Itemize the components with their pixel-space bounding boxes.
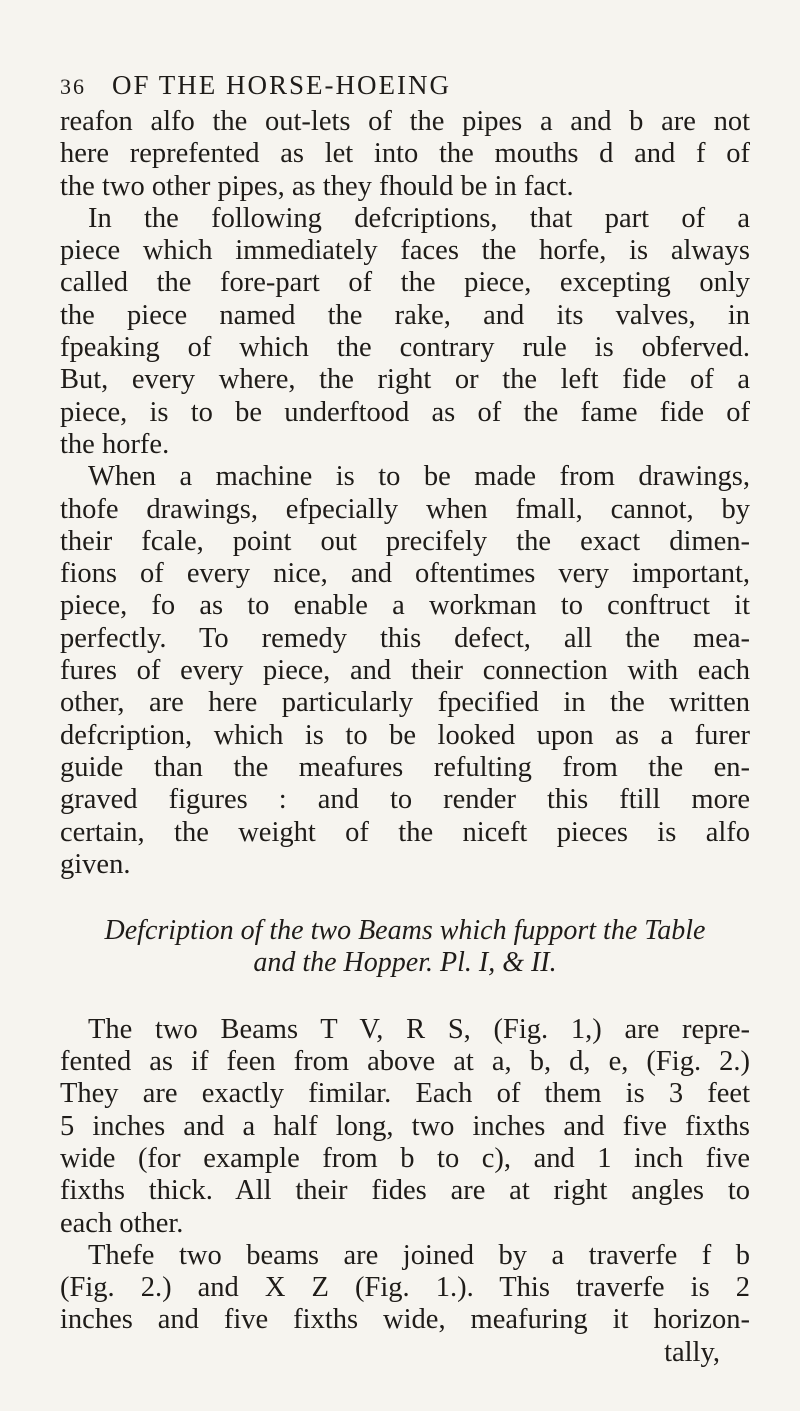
book-page [60,70,750,1369]
text-line: each other. [60,1207,184,1239]
text-line: guide than the meafures refulting from the en- [60,751,750,783]
text-line: the piece named the rake, and its valves, in [60,299,750,331]
paragraph [60,106,750,203]
paragraph [60,461,750,881]
text-line: thofe drawings, efpecially when fmall, cannot, by [60,493,750,525]
running-head [60,70,750,104]
paragraph [60,1240,750,1337]
text-line: But, every where, the right or the left fide of a [60,364,750,396]
text-line: the two other pipes, as they fhould be in fact. [60,170,574,202]
paragraph [60,203,750,461]
catchword: tally, [664,1336,720,1368]
text-line: called the fore-part of the piece, excepting only [60,267,750,299]
text-line: When a machine is to be made from drawings, [88,461,750,493]
text-line: defcription, which is to be looked upon as a furer [60,719,750,751]
section-heading [60,915,750,980]
text-line: piece, fo as to enable a workman to conftruct it [60,590,750,622]
section-spacer [60,881,750,915]
text-line: piece which immediately faces the horfe, is always [60,235,750,267]
text-line: They are exactly fimilar. Each of them is 3 feet [60,1078,750,1110]
text-line: The two Beams T V, R S, (Fig. 1,) are repre- [88,1013,750,1045]
text-line: (Fig. 2.) and X Z (Fig. 1.). This traverfe is 2 [60,1272,750,1304]
text-line: inches and five fixths wide, meafuring it horizon- [60,1304,750,1336]
paragraph [60,1014,750,1240]
text-line: the horfe. [60,428,170,460]
section-heading-line: Defcription of the two Beams which fupport the Table [104,915,706,947]
text-line: fures of every piece, and their connection with each [60,655,750,687]
text-line: certain, the weight of the niceft pieces is alfo [60,816,750,848]
page-number: 36 [60,74,86,99]
text-line: perfectly. To remedy this defect, all the mea- [60,622,750,654]
text-line: graved figures : and to render this ftill more [60,784,750,816]
running-title: OF THE HORSE-HOEING [112,70,451,100]
text-line: fions of every nice, and oftentimes very important, [60,558,750,590]
text-line: fpeaking of which the contrary rule is obferved. [60,332,750,364]
text-line: piece, is to be underftood as of the fame fide of [60,396,750,428]
text-line: fented as if feen from above at a, b, d, e, (Fig. 2.) [60,1046,750,1078]
text-line: their fcale, point out precifely the exact dimen- [60,525,750,557]
text-line: fixths thick. All their fides are at right angles to [60,1175,750,1207]
text-line: given. [60,848,131,880]
text-line: wide (for example from b to c), and 1 inch five [60,1142,750,1174]
text-line: Thefe two beams are joined by a traverfe f b [88,1239,750,1271]
text-line: In the following defcriptions, that part of a [88,202,750,234]
section-spacer [60,980,750,1014]
text-line: other, are here particularly fpecified in the written [60,687,750,719]
text-line: 5 inches and a half long, two inches and five fixths [60,1110,750,1142]
text-line: reafon alfo the out-lets of the pipes a and b are not [60,106,750,137]
text-line: here reprefented as let into the mouths d and f of [60,138,750,170]
section-heading-line: and the Hopper. Pl. I, & II. [253,947,557,979]
